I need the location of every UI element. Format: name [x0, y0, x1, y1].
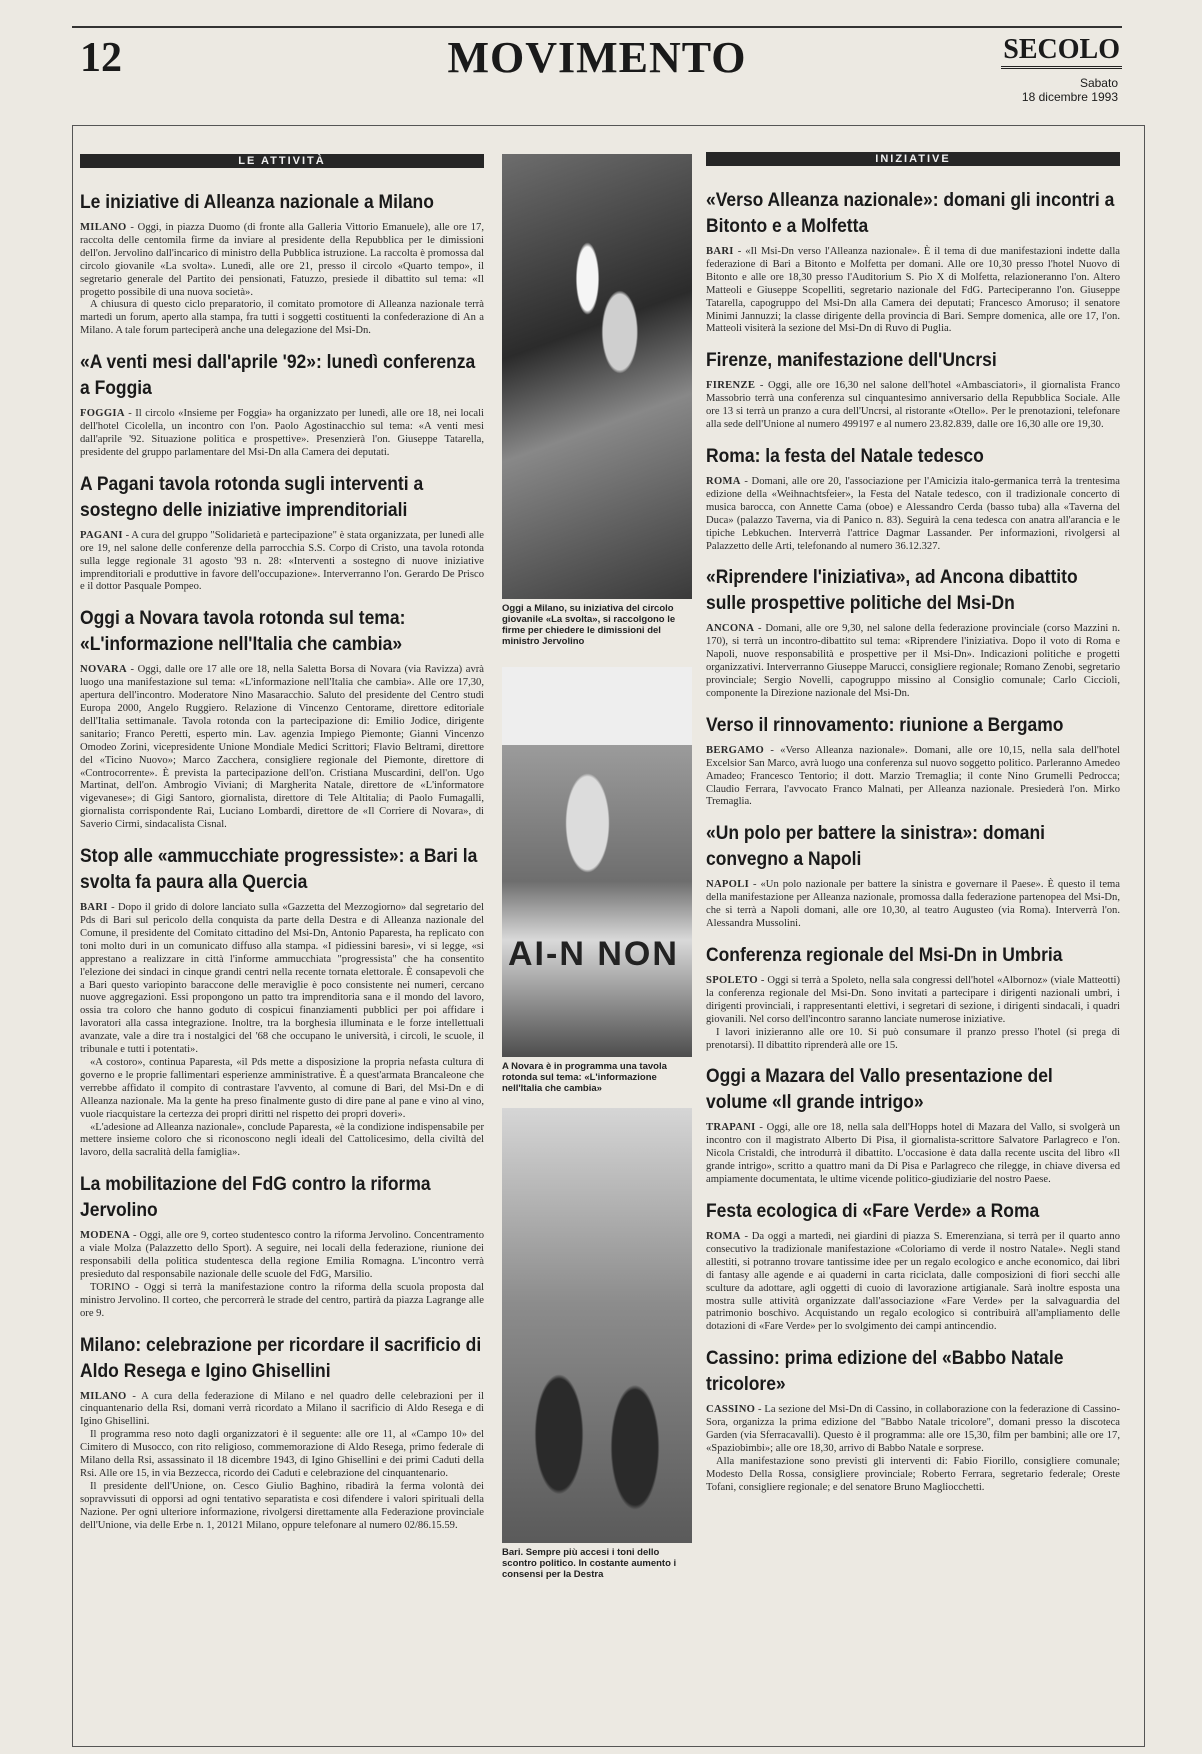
- article: [706, 188, 1120, 336]
- article-paragraph: «A costoro», continua Paparesta, «il Pds mette a disposizione la propria nefasta cultura di governo e le proprie fallimentari esperienze amministrative. È a quest'armata Brancaleone che verrebbe affidato il compito di contrastare l'avvento, al comune di Bari, del Msi-Dn e di Alleanza nazionale. Ma la gente ha preso finalmente gusto di dire pane al pane e vino al vino, vuole riacquistare la certezza dei propri diritti nel rispetto dei propri doveri».: [80, 1056, 484, 1120]
- article-headline: Firenze, manifestazione dell'Uncrsi: [706, 350, 997, 372]
- article: [706, 444, 1120, 553]
- article-paragraph: NOVARA - Oggi, dalle ore 17 alle ore 18, nella Saletta Borsa di Novara (via Ravizza) avrà luogo una manifestazione sul tema: «L'informazione nell'Italia che cambia». Alle ore 17,30, apertura dell'incontro. Moderatore Nino Masaracchio. Saluto del presidente del Centro studi Europa 2000, Angelo Ruggiero. Relazione di Vincenzo Centorame, direttore editoriale dell'Italia settimanale. Tavola rotonda con la partecipazione di: Emilio Jodice, dirigente sanitario; Franco Peretti, esperto min. Lav. agenzia Impiego Piemonte; Gianni Vincenzo Omodeo Zorini, vicepresidente Unione Mondiale Medici Scrittori; Flavio Beltrami, direttore del «Ticino Nuovo»; Marco Zacchera, consigliere regionale del Piemonte, direttore di «Controcorrente». È prevista la partecipazione dell'on. Cristiana Muscardini, dell'on. Ugo Martinat, dell'on. Ambrogio Viviani; di Margherita Natale, direttore de «L'informatore vigevanese»; di Gigi Santoro, giornalista, direttore di Tele Altitalia; di Paolo Fumagalli, giornalista corrispondente Rai, Luciano Lombardi, direttore de «Il Corriere di Novara», di Saverio Cirmi, sindacalista Cisnal.: [80, 664, 484, 831]
- article-headline: A Pagani tavola rotonda sugli interventi a sostegno delle iniziative imprenditoriali: [80, 473, 424, 521]
- page-number: 12: [80, 35, 122, 81]
- article-headline: Le iniziative di Alleanza nazionale a Milano: [80, 192, 434, 213]
- article-headline: Festa ecologica di «Fare Verde» a Roma: [706, 1200, 1040, 1222]
- article-headline: Conferenza regionale del Msi-Dn in Umbria: [706, 945, 1063, 966]
- article-paragraph: BARI - Dopo il grido di dolore lanciato sulla «Gazzetta del Mezzogiorno» dal segretario del Pds di Bari sul pericolo della conquista da parte della Destra e di Alleanza nazionale del Comune, il presidente del Comitato cittadino del Msi-Dn, Antonio Paparesta, ha replicato con toni molto duri in un comunicato diffuso alla stampa. «I pidiessini baresi», vi si legge, «si apprestano a realizzare in città l'informe ammucchiata "progressista" che ha consentito l'elezione dei sindaci in cinque grandi centri nella recente tornata elettorale. È consapevoli che a Bari questo variopinto baraccone delle meraviglie è poco consistente nei numeri, cercano nuove aggregazioni. Essi propongono un patto tra imprenditoria sana e il mondo del lavoro, ossia tra coloro che hanno goduto di cospicui finanziamenti pubblici per poi affidare i lavoratori alla cassa integrazione. Inoltre, tra la borghesia illuminata e le forze intellettuali avanzate, vale a dire tra i nostalgici del '68 che occupano le università, i circoli, le scuole, il tribunale e tutti i potentati».: [80, 902, 484, 1056]
- dateline: ROMA: [706, 475, 741, 487]
- article-headline: «Un polo per battere la sinistra»: domani convegno a Napoli: [706, 823, 1045, 871]
- left-column: [80, 154, 484, 1739]
- masthead: [72, 18, 1122, 113]
- newspaper-logo: SECOLO: [1001, 34, 1122, 69]
- article-paragraph: «L'adesione ad Alleanza nazionale», conclude Paparesta, «è la condizione indispensabile per mettere insieme coloro che si riconoscono negli ideali del Cattolicesimo, della civiltà del lavoro, della sacralità della famiglia».: [80, 1121, 484, 1159]
- article-paragraph: I lavori inizieranno alle ore 10. Si può consumare il pranzo presso l'hotel (si prega di prenotarsi). Il dibattito riprenderà alle ore 15.: [706, 1026, 1120, 1051]
- photo-bari-arches: [502, 1108, 692, 1543]
- article-paragraph: FOGGIA - Il circolo «Insieme per Foggia» ha organizzato per lunedì, alle ore 18, nei locali dell'hotel Cicolella, un incontro con l'on. Paolo Agostinacchio sul tema: «A venti mesi dall'aprile '92. Situazione politica e prospettive». Presenzierà l'on. Giuseppe Tatarella, presidente del gruppo parlamentare del Msi-Dn alla Camera dei deputati.: [80, 408, 484, 458]
- article-headline: Oggi a Mazara del Vallo presentazione del volume «Il grande intrigo»: [706, 1066, 1053, 1114]
- article-paragraph: MILANO - Oggi, in piazza Duomo (di fronte alla Galleria Vittorio Emanuele), alle ore 17, raccolta delle centomila firme da inviare al presidente della Repubblica per le dimissioni dell'on. Jervolino dall'incarico di ministro della Pubblica istruzione. La raccolta è promossa dal circolo giovanile «La svolta». Lunedì, alle ore 21, presso il circolo «Quarto tempo», il segretario generale del Partito dei pensionati, Fatuzzo, presiede il dibattito sul tema: «Il progetto possibile di una nuova società».: [80, 222, 484, 298]
- article: [706, 348, 1120, 432]
- article-paragraph: BARI - «Il Msi-Dn verso l'Alleanza nazionale». È il tema di due manifestazioni indette dalla federazione di Bari a Bitonto e Molfetta per domani. Alle ore 10,30 presso l'hotel Nuovo di Bitonto e alle ore 18,30 presso l'Auditorium S. Pio X di Molfetta, relazioneranno l'on. Altero Matteoli e Giuseppe Scopelliti, segretario nazionale del FdG. Parteciperanno l'on. Giuseppe Tatarella, capogruppo del Msi-Dn alla Camera dei deputati; Francesco Amoruso; il senatore Minimi Jannuzzi; la classe dirigente della provincia di Bari. Sempre domenica, alle ore 17, l'on. Matteoli visiterà la sezione del Msi-Dn di Ruvo di Puglia.: [706, 246, 1120, 335]
- article: [706, 821, 1120, 931]
- article: [80, 472, 484, 595]
- article-paragraph: FIRENZE - Oggi, alle ore 16,30 nel salone dell'hotel «Ambasciatori», il giornalista Franco Massobrio terrà una conferenza sul cinquantesimo anniversario della Repubblica Sociale. Alle ore 13 si terrà un pranzo a cura dell'Uncrsi, al ristorante «Otello». Per le prenotazioni, telefonare alla sede dell'Unione al numero 499197 e al numero 23.82.839, dalle ore 16,30 alle ore 19,30.: [706, 380, 1120, 431]
- article-paragraph: TRAPANI - Oggi, alle ore 18, nella sala dell'Hopps hotel di Mazara del Vallo, si svolgerà un incontro con il magistrato Alberto Di Pisa, il giornalista-scrittore Salvatore Parlagreco e l'on. Nicola Cristaldi, che introdurrà il dibattito. L'occasione è data dalla recente uscita del libro «Il grande intrigo», scritto a quattro mani da Di Pisa e Parlagreco che rilegge, in chiave diversa ed ampiamente documentata, le ultime vicende politico-giudiziarie del nostro Paese.: [706, 1122, 1120, 1186]
- article: [706, 565, 1120, 700]
- article: [706, 713, 1120, 810]
- article-paragraph: ANCONA - Domani, alle ore 9,30, nel salone della federazione provinciale (corso Mazzini n. 170), si terrà un incontro-dibattito sul tema: «Riprendere l'iniziativa. Dopo il voto di Roma e Napoli, nuove responsabilità e prospettive per il Msi-Dn». Indicazioni politiche e progetti organizzativi. Interverranno Giuseppe Marucci, consigliere regionale; Romano Zenobi, segretario provinciale; Sergio Novelli, capogruppo missino al Consiglio comunale; Carlo Ciccioli, componente la Direzione nazionale del Msi-Dn.: [706, 623, 1120, 699]
- publication-date: 18 dicembre 1993: [1021, 90, 1118, 104]
- dateline: MODENA: [80, 1230, 131, 1242]
- dateline: MILANO: [80, 222, 127, 233]
- article: [706, 943, 1120, 1052]
- dateline: PAGANI: [80, 529, 123, 541]
- article-headline: La mobilitazione del FdG contro la riforma Jervolino: [80, 1174, 431, 1222]
- dateline: BARI: [706, 246, 734, 257]
- article: [80, 350, 484, 460]
- article: [80, 190, 484, 338]
- article-headline: Verso il rinnovamento: riunione a Bergamo: [706, 714, 1064, 736]
- article-paragraph: Il programma reso noto dagli organizzatori è il seguente: alle ore 11, al «Campo 10» del Cimitero di Musocco, con rito religioso, commemorazione di Aldo Resega, primo federale di Milano della Rsi, assassinato il 18 dicembre 1943, di Igino Ghisellini e dei primi Caduti della Rsi. Alle ore 15, in via Bezzecca, ricordo dei Caduti e celebrazione del cinquantenario.: [80, 1429, 484, 1479]
- article: [706, 1199, 1120, 1334]
- photo-column: [502, 154, 692, 1739]
- left-kicker: LE ATTIVITÀ: [80, 154, 484, 168]
- dateline: TRAPANI: [706, 1122, 756, 1134]
- article: [80, 606, 484, 832]
- section-title: MOVIMENTO: [447, 33, 747, 82]
- dateline: BERGAMO: [706, 744, 765, 756]
- article-headline: «A venti mesi dall'aprile '92»: lunedì conferenza a Foggia: [80, 352, 476, 400]
- photo-milano-signatures: [502, 154, 692, 599]
- dateline: ANCONA: [706, 623, 755, 635]
- article-paragraph: MODENA - Oggi, alle ore 9, corteo studentesco contro la riforma Jervolino. Concentramento a viale Molza (Palazzetto dello Sport). A seguire, nei locali della federazione, riunione dei responsabili della politica studentesca della regione Emilia Romagna. L'incontro verrà presieduto dal responsabile nazionale delle scuole del FdG, Marsilio.: [80, 1230, 484, 1280]
- article-headline: «Verso Alleanza nazionale»: domani gli incontri a Bitonto e a Molfetta: [706, 190, 1115, 237]
- article-paragraph: BERGAMO - «Verso Alleanza nazionale». Domani, alle ore 10,15, nella sala dell'hotel Excelsior San Marco, avrà luogo una conferenza sul nuovo soggetto politico. Parleranno Amedeo Amadeo; Francesco Tentorio; il dott. Marzio Tremaglia; il conte Nino Grumelli Pedrocca; Claudio Ferrara, l'avvocato Franco Malnati, per Alleanza nazionale. Presiederà l'on. Mirko Tremaglia.: [706, 744, 1120, 808]
- article-headline: Stop alle «ammucchiate progressiste»: a Bari la svolta fa paura alla Quercia: [80, 846, 478, 894]
- article-paragraph: A chiusura di questo ciclo preparatorio, il comitato promotore di Alleanza nazionale terrà martedì un forum, aperto alla stampa, fra tutti i soggetti costituenti la confederazione di An a Milano. A tale forum parteciperà anche una delegazione del Msi-Dn.: [80, 299, 484, 337]
- article: [706, 1346, 1120, 1494]
- article-headline: «Riprendere l'iniziativa», ad Ancona dibattito sulle prospettive politiche del Msi-Dn: [706, 567, 1078, 615]
- article-headline: Roma: la festa del Natale tedesco: [706, 445, 984, 467]
- right-column: [706, 152, 1120, 1742]
- article: [80, 1333, 484, 1533]
- article-headline: Cassino: prima edizione del «Babbo Natale tricolore»: [706, 1348, 1064, 1396]
- dateline: BARI: [80, 902, 108, 914]
- article-paragraph: ROMA - Domani, alle ore 20, l'associazione per l'Amicizia italo-germanica terrà la trentesima edizione della «Weihnachtsfeier», la Festa del Natale tedesco, con il tradizionale concerto di musica barocca, con Annette Cama (oboe) e Alessandro Cerda (basso tuba) alla «Taverna del Duca» (palazzo Taverna, via di Panico n. 83). Seguirà la cena tedesca con anatra all'arancia e le tipiche Lebkuchen. Interverrà l'attrice Dagmar Lassander. Per informazioni, rivolgersi al Palazzetto delle Arti, telefonando al numero 36.12.327.: [706, 475, 1120, 552]
- article-paragraph: CASSINO - La sezione del Msi-Dn di Cassino, in collaborazione con la federazione di Cassino-Sora, organizza la prima edizione del "Babbo Natale tricolore", domani presso la discoteca Garden (via Sferracavalli). Questo è il programma: alle ore 15,30, film per bambini; alle ore 17, «Spaziobimbi»; alle ore 18,30, arrivo di Babbo Natale e sorprese.: [706, 1404, 1120, 1454]
- dateline: NOVARA: [80, 664, 127, 676]
- photo-caption: Oggi a Milano, su iniziativa del circolo giovanile «La svolta», si raccolgono le firme per chiedere le dimissioni del ministro Jervolino: [502, 603, 676, 647]
- dateline: FOGGIA: [80, 408, 125, 420]
- dateline: MILANO: [80, 1390, 127, 1402]
- article: [80, 1172, 484, 1320]
- article-paragraph: Il presidente dell'Unione, on. Cesco Giulio Baghino, ribadirà la ferma volontà dei sopravvissuti di opporsi ad ogni tentativo separatista e così difendere i valori spirituali della Nazione. Per ogni ulteriore informazione, rivolgersi direttamente alla Federazione provinciale dell'Unione, via delle Erbe n. 1, 20121 Milano, oppure telefonare al numero 02/86.15.59.: [80, 1480, 484, 1531]
- right-kicker: INIZIATIVE: [706, 152, 1120, 166]
- dateline: FIRENZE: [706, 380, 756, 392]
- article: [706, 1064, 1120, 1187]
- header-rule: [72, 26, 1122, 28]
- publication-day: Sabato: [1079, 76, 1118, 90]
- article-paragraph: NAPOLI - «Un polo nazionale per battere la sinistra e governare il Paese». È questo il tema della manifestazione per Alleanza nazionale, promossa dalla federazione partenopea del Msi-Dn, che si terrà a Napoli domani, alle ore 10,30, al teatro Augusteo (via Roma). Interverrà l'on. Alessandra Mussolini.: [706, 879, 1120, 930]
- article: [80, 844, 484, 1160]
- article-paragraph: Alla manifestazione sono previsti gli interventi di: Fabio Fiorillo, consigliere comunale; Modesto Della Rossa, consigliere provinciale; Roberto Ferrara, segretario federale; Oreste Tofani, consigliere regionale; e del senatore Bruno Magliocchetti.: [706, 1455, 1120, 1493]
- dateline: ROMA: [706, 1230, 741, 1242]
- article-paragraph: ROMA - Da oggi a martedì, nei giardini di piazza S. Emerenziana, si terrà per il quarto anno consecutivo la tradizionale manifestazione «Coloriamo di verde il nostro Natale». Negli stand allestiti, si potranno trovare tantissime idee per un regalo ecologico e anche economico, dai libri di fantasy alle agende e ai quaderni in carta riciclata, dalle composizioni di fiori secchi alle sculture da adottare, agli oggetti di cuoio di lavorazione artigianale. Sarà inoltre esposta una mostra sulle attività organizzate dall'associazione «Fare Verde» per la salvaguardia del patrimonio boschivo. Acquistando un regalo ecologico si contribuirà all'ampliamento delle dotazioni di «Fare Verde» per lo svolgimento dei campi antincendio.: [706, 1230, 1120, 1333]
- article-paragraph: PAGANI - A cura del gruppo "Solidarietà e partecipazione" è stata organizzata, per lunedì alle ore 19, nel salone delle conferenze della parrocchia S.S. Corpo di Cristo, una tavola rotonda sulla legge regionale 31 agosto '93 n. 28: «Interventi a sostegno di nuove iniziative imprenditoriali e produttive in favore dell'occupazione». Interverranno l'on. Gerardo De Prisco e il dottor Pasquale Pompeo.: [80, 529, 484, 593]
- article-paragraph: SPOLETO - Oggi si terrà a Spoleto, nella sala congressi dell'hotel «Albornoz» (viale Matteotti) la conferenza regionale del Msi-Dn. Sono invitati a partecipare i dirigenti nazionali umbri, i dirigenti provinciali, i rappresentanti elettivi, i segretari di sezione, i dirigenti sindacali, i quadri giovanili. Nel corso dell'incontro saranno lanciate numerose iniziative.: [706, 975, 1120, 1025]
- dateline: SPOLETO: [706, 975, 758, 986]
- article-paragraph: TORINO - Oggi si terrà la manifestazione contro la riforma della scuola proposta dal ministro Jervolino. Il corteo, che percorrerà le strade del centro, partirà da piazza Lagrange alle ore 9.: [80, 1281, 484, 1319]
- article-paragraph: MILANO - A cura della federazione di Milano e nel quadro delle celebrazioni per il cinquantenario della Rsi, domani verrà ricordato a Milano il sacrificio di Aldo Resega e di Igino Ghisellini.: [80, 1390, 484, 1428]
- dateline: CASSINO: [706, 1404, 756, 1416]
- dateline: NAPOLI: [706, 879, 750, 891]
- photo-novara-demonstration: [502, 667, 692, 1057]
- photo-caption: Bari. Sempre più accesi i toni dello scontro politico. In costante aumento i consensi per la Destra: [502, 1547, 677, 1580]
- article-headline: Oggi a Novara tavola rotonda sul tema: «L'informazione nell'Italia che cambia»: [80, 608, 406, 656]
- photo-sign-text: AI-N NON: [508, 935, 679, 973]
- photo-caption: A Novara è in programma una tavola rotonda sul tema: «L'informazione nell'Italia che cambia»: [502, 1061, 667, 1094]
- article-headline: Milano: celebrazione per ricordare il sacrificio di Aldo Resega e Igino Ghisellini: [80, 1334, 482, 1382]
